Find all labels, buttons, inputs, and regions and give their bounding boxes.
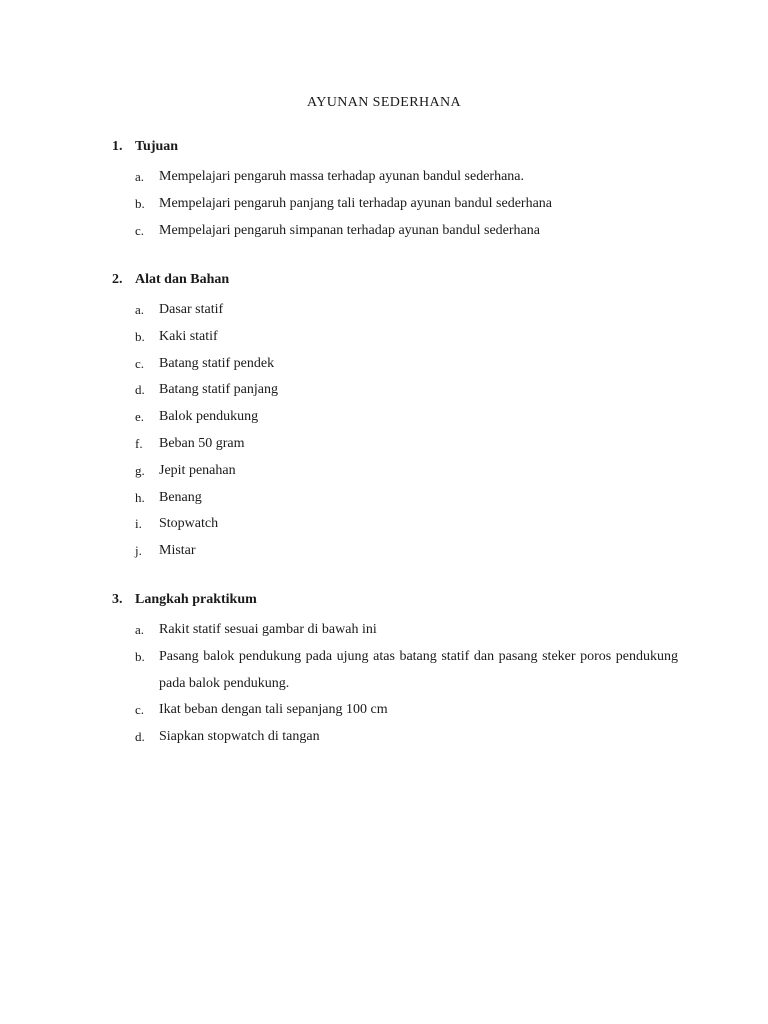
list-item [112, 404, 678, 431]
item-text: Benang [159, 489, 202, 505]
item-letter: h. [135, 489, 145, 505]
list-item [112, 377, 678, 404]
item-text: Siapkan stopwatch di tangan [159, 729, 320, 745]
item-text: Rakit statif sesuai gambar di bawah ini [159, 622, 377, 637]
item-letter: i. [135, 516, 142, 532]
section-langkah-praktikum [112, 590, 678, 751]
list-item [112, 724, 678, 751]
item-text: Pasang balok pendukung pada ujung atas batang statif dan pasang steker poros pendukung pada balok pendukung. [159, 648, 678, 691]
item-letter: b. [135, 195, 145, 211]
item-text: Mistar [159, 543, 196, 559]
list-item [112, 351, 678, 378]
item-letter: d. [135, 729, 145, 745]
item-text: Balok pendukung [159, 409, 259, 425]
item-letter: c. [135, 702, 145, 718]
list-item [112, 324, 678, 351]
section-number: 2. [112, 272, 123, 287]
item-text: Mempelajari pengaruh simpanan terhadap ayunan bandul sederhana [159, 222, 540, 238]
item-text: Batang statif pendek [159, 355, 275, 371]
item-text: Jepit penahan [159, 462, 236, 478]
list-item [112, 617, 678, 644]
item-letter: b. [135, 328, 145, 344]
item-letter: g. [135, 462, 145, 478]
section-title: Alat dan Bahan [135, 272, 230, 287]
list-item [112, 485, 678, 512]
section-alat-dan-bahan [112, 270, 678, 565]
item-letter: a. [135, 169, 145, 184]
item-text: Beban 50 gram [159, 435, 245, 451]
item-letter: d. [135, 382, 145, 398]
item-letter: j. [135, 543, 142, 559]
section-number: 3. [112, 592, 123, 607]
item-list [112, 297, 678, 565]
item-list [112, 617, 678, 751]
item-letter: a. [135, 622, 145, 637]
item-text: Stopwatch [159, 516, 219, 532]
item-letter: c. [135, 355, 145, 371]
item-text: Batang statif panjang [159, 382, 278, 398]
list-item [112, 511, 678, 538]
section-number: 1. [112, 139, 123, 154]
list-item [112, 164, 678, 191]
item-letter: f. [135, 435, 143, 451]
list-item [112, 297, 678, 324]
item-list [112, 164, 678, 244]
item-letter: b. [135, 648, 145, 664]
list-item [112, 191, 678, 218]
list-item [112, 218, 678, 245]
section-heading [112, 137, 678, 157]
item-text: Mempelajari pengaruh panjang tali terhadap ayunan bandul sederhana [159, 195, 553, 211]
section-title: Tujuan [135, 139, 179, 154]
document-title: AYUNAN SEDERHANA [306, 95, 462, 110]
item-letter: e. [135, 409, 145, 425]
section-tujuan [112, 137, 678, 244]
list-item [112, 458, 678, 485]
list-item [112, 644, 678, 698]
list-item [112, 538, 678, 565]
section-heading [112, 590, 678, 610]
item-text: Ikat beban dengan tali sepanjang 100 cm [159, 702, 388, 718]
item-text: Kaki statif [159, 328, 218, 344]
item-letter: a. [135, 302, 145, 317]
item-text: Dasar statif [159, 302, 224, 317]
section-title: Langkah praktikum [135, 592, 257, 607]
item-text: Mempelajari pengaruh massa terhadap ayunan bandul sederhana. [159, 169, 525, 184]
item-letter: c. [135, 222, 145, 238]
section-heading [112, 270, 678, 290]
list-item [112, 431, 678, 458]
list-item [112, 697, 678, 724]
